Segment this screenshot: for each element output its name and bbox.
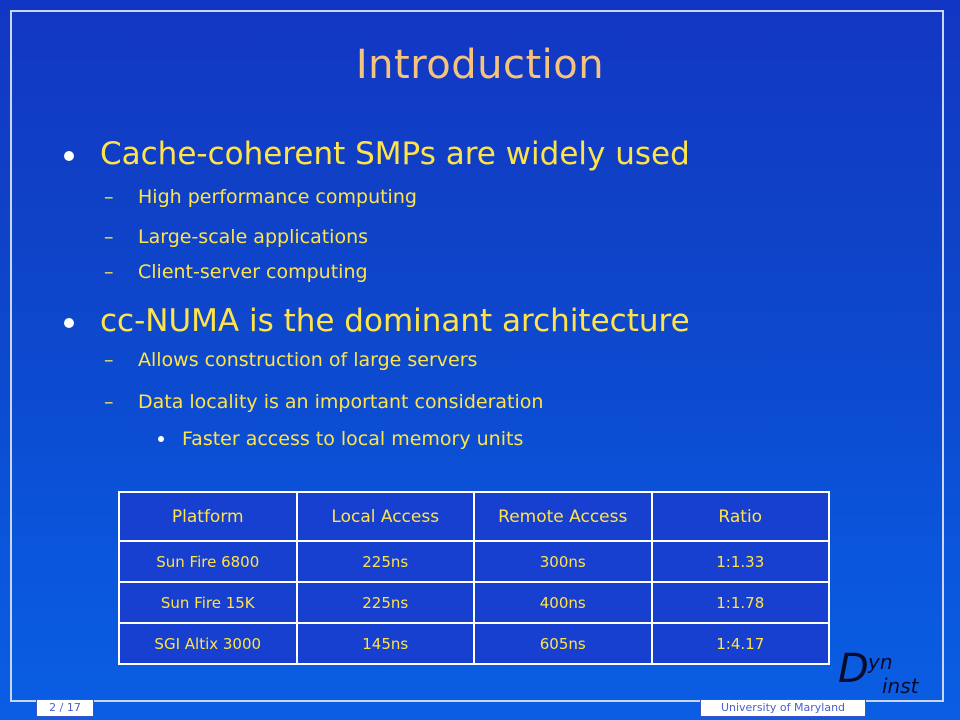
logo-yn: yn bbox=[868, 650, 893, 674]
table-row bbox=[119, 623, 829, 664]
dash-icon: – bbox=[104, 226, 114, 248]
table-header-row bbox=[119, 492, 829, 541]
sub-bullet-text: Large-scale applications bbox=[138, 226, 369, 248]
sub-bullet-text: Data locality is an important consideration bbox=[138, 391, 544, 413]
cell-remote: 605ns bbox=[474, 623, 652, 664]
cell-platform: SGI Altix 3000 bbox=[119, 623, 297, 664]
latency-table bbox=[118, 491, 830, 665]
cell-local: 145ns bbox=[297, 623, 475, 664]
cell-remote: 400ns bbox=[474, 582, 652, 623]
sub-sub-bullet-text: Faster access to local memory units bbox=[182, 428, 524, 450]
cell-local: 225ns bbox=[297, 582, 475, 623]
header-ratio: Ratio bbox=[652, 492, 830, 541]
bullet-2-text: cc-NUMA is the dominant architecture bbox=[100, 303, 690, 339]
sub-bullet-text: Client-server computing bbox=[138, 261, 368, 283]
logo-d: D bbox=[838, 646, 869, 692]
cell-local: 225ns bbox=[297, 541, 475, 582]
bullet-1-text: Cache-coherent SMPs are widely used bbox=[100, 136, 690, 172]
header-local-access: Local Access bbox=[297, 492, 475, 541]
cell-ratio: 1:4.17 bbox=[652, 623, 830, 664]
cell-remote: 300ns bbox=[474, 541, 652, 582]
table-row bbox=[119, 582, 829, 623]
dash-icon: – bbox=[104, 391, 114, 413]
page-number: 2 / 17 bbox=[36, 699, 94, 717]
footer-organization: University of Maryland bbox=[700, 699, 866, 717]
bullet-dot-icon bbox=[64, 151, 74, 161]
cell-platform: Sun Fire 15K bbox=[119, 582, 297, 623]
cell-platform: Sun Fire 6800 bbox=[119, 541, 297, 582]
dash-icon: – bbox=[104, 349, 114, 371]
header-platform: Platform bbox=[119, 492, 297, 541]
sub-bullet-text: Allows construction of large servers bbox=[138, 349, 478, 371]
sub-bullet-text: High performance computing bbox=[138, 186, 417, 208]
small-bullet-dot-icon bbox=[158, 436, 164, 442]
dash-icon: – bbox=[104, 186, 114, 208]
bullet-dot-icon bbox=[64, 318, 74, 328]
dash-icon: – bbox=[104, 261, 114, 283]
header-remote-access: Remote Access bbox=[474, 492, 652, 541]
cell-ratio: 1:1.33 bbox=[652, 541, 830, 582]
dyninst-logo bbox=[838, 646, 938, 706]
cell-ratio: 1:1.78 bbox=[652, 582, 830, 623]
slide-title: Introduction bbox=[355, 42, 605, 88]
logo-inst: inst bbox=[882, 674, 919, 698]
table-row bbox=[119, 541, 829, 582]
